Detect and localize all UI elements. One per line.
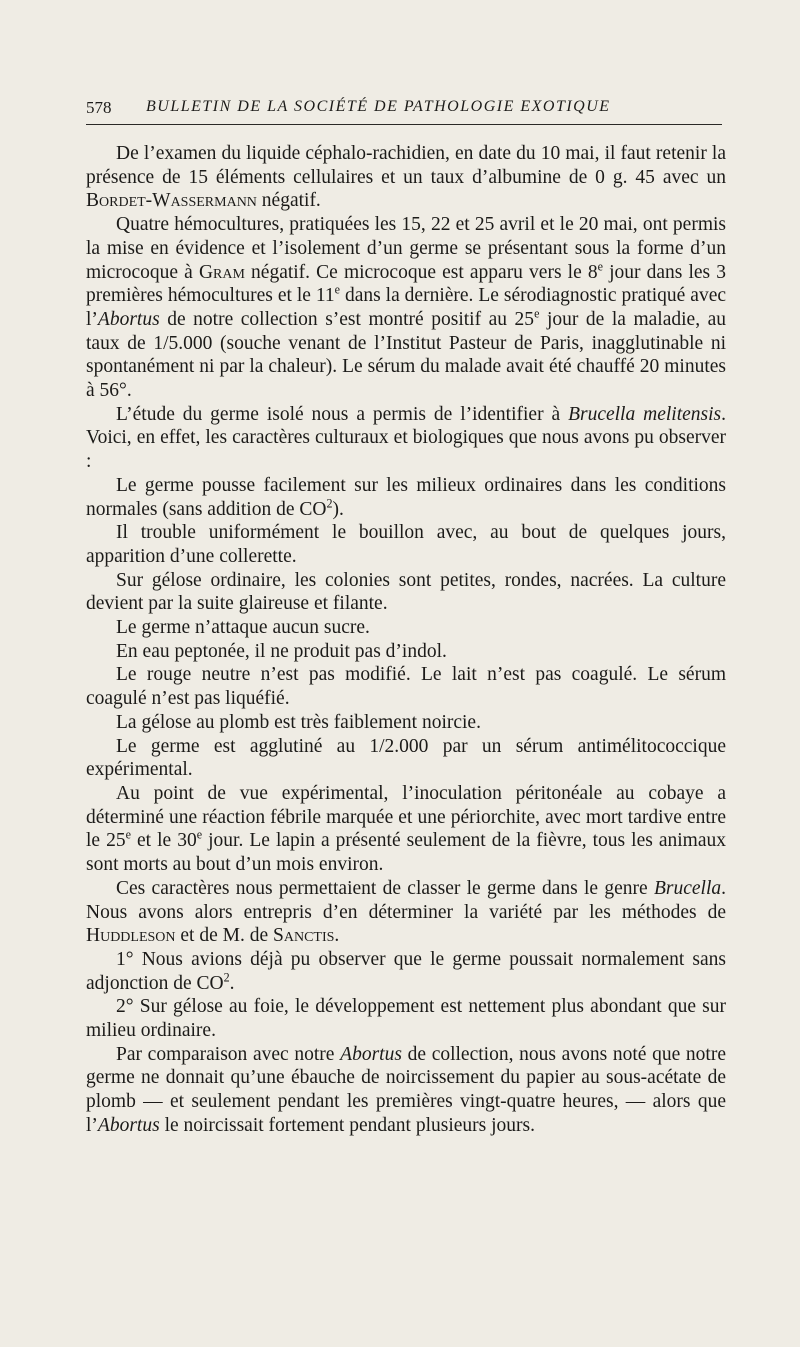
text-segment: e	[534, 306, 540, 321]
body-text	[86, 142, 726, 1138]
paragraph	[86, 1043, 726, 1138]
text-segment: .	[229, 972, 235, 994]
text-segment: Gram	[198, 261, 245, 283]
text-segment: e	[125, 827, 131, 842]
paragraph	[86, 474, 726, 521]
text-segment: .	[334, 925, 340, 947]
text-segment: Huddleson	[86, 925, 176, 947]
text-segment: Brucella	[653, 877, 722, 899]
text-segment: Le rouge neutre n’est pas modifié. Le lait n’est pas coagulé. Le sérum coagulé n’est pas liquéfié.	[86, 664, 726, 710]
paragraph	[86, 735, 726, 782]
paragraph	[86, 616, 726, 640]
text-segment: Par comparaison avec notre	[116, 1043, 341, 1065]
text-segment: Le germe n’attaque aucun sucre.	[116, 617, 370, 639]
paragraph	[86, 877, 726, 948]
text-segment: négatif. Ce microcoque est apparu vers le 8	[244, 261, 598, 283]
text-segment: . Nous avons alors entrepris d’en déterminer la variété par les méthodes de	[86, 877, 726, 923]
text-segment: Le germe pousse facilement sur les milieux ordinaires dans les conditions normales (sans addition de CO	[86, 474, 726, 520]
text-segment: Bordet-Wassermann	[86, 190, 257, 212]
paragraph	[86, 782, 726, 877]
text-segment: de collection, nous avons noté que notre germe ne donnait qu’une ébauche de noircissement du papier au sous-acétate de plomb — et seulement pendant les premières vingt-quatre heures, — alors que l’	[86, 1043, 726, 1136]
text-segment: Au point de vue expérimental, l’inoculation péritonéale au cobaye a déterminé une réaction fébrile marquée et une périorchite, avec mort tardive entre le 25	[86, 782, 726, 852]
paragraph	[86, 995, 726, 1042]
text-segment: . Voici, en effet, les caractères culturaux et biologiques que nous avons pu observer :	[86, 403, 726, 473]
page-header	[86, 94, 722, 125]
paragraph	[86, 711, 726, 735]
text-segment: jour dans les 3 premières hémocultures et le 11	[86, 261, 726, 307]
text-segment: Le germe est agglutiné au 1/2.000 par un sérum antimélitococcique expérimental.	[86, 735, 726, 781]
text-segment: Abortus	[97, 308, 160, 330]
text-segment: En eau peptonée, il ne produit pas d’indol.	[116, 640, 447, 662]
text-segment: Abortus	[97, 1114, 160, 1136]
paragraph	[86, 569, 726, 616]
running-title: BULLETIN DE LA SOCIÉTÉ DE PATHOLOGIE EXOTIQUE	[146, 98, 611, 115]
paragraph	[86, 142, 726, 213]
paragraph	[86, 640, 726, 664]
text-segment: La gélose au plomb est très faiblement noircie.	[116, 711, 481, 733]
text-segment: 2	[223, 970, 230, 985]
text-segment: Quatre hémocultures, pratiquées les 15, 22 et 25 avril et le 20 mai, ont permis la mise en évidence et l’isolement d’un germe se présentant sous la forme d’un microcoque à	[86, 214, 726, 283]
text-segment: e	[597, 259, 603, 274]
text-segment: 2	[326, 496, 333, 511]
text-segment: dans la dernière. Le sérodiagnostic pratiqué avec l’	[86, 285, 726, 330]
text-segment: De l’examen du liquide céphalo-rachidien, en date du 10 mai, il faut retenir la présence de 15 éléments cellulaires et un taux d’albumine de 0 g. 45 avec un	[86, 143, 726, 188]
text-segment: et le 30	[130, 830, 197, 852]
text-segment: Sur gélose ordinaire, les colonies sont petites, rondes, nacrées. La culture devient par la suite glaireuse et filante.	[86, 569, 726, 615]
text-segment: e	[334, 282, 341, 297]
paragraph	[86, 663, 726, 710]
text-segment: jour. Le lapin a présenté seulement de la fièvre, tous les animaux sont morts au bout d’un mois environ.	[86, 830, 726, 876]
text-segment: jour de la maladie, au taux de 1/5.000 (souche venant de l’Institut Pasteur de Paris, inagglutinable ni spontanément ni par la chaleur). Le sérum du malade avait été chauffé 20 minutes à 56°.	[86, 308, 727, 402]
text-segment: le noircissait fortement pendant plusieurs jours.	[159, 1114, 535, 1136]
paragraph	[86, 948, 726, 995]
text-segment: Sanctis	[273, 925, 335, 947]
text-segment: et de M. de	[175, 925, 274, 947]
text-segment: Ces caractères nous permettaient de classer le germe dans le genre	[116, 877, 654, 899]
text-segment: ).	[332, 498, 344, 520]
text-segment: négatif.	[256, 190, 321, 212]
text-segment: 2° Sur gélose au foie, le développement est nettement plus abondant que sur milieu ordinaire.	[86, 996, 726, 1042]
page-number: 578	[86, 98, 112, 117]
paragraph	[86, 213, 726, 403]
text-segment: L’étude du germe isolé nous a permis de l’identifier à	[116, 403, 569, 425]
text-segment: 1° Nous avions déjà pu observer que le germe poussait normalement sans adjonction de CO	[86, 948, 726, 994]
text-segment: e	[196, 827, 203, 842]
text-segment: Brucella melitensis	[568, 403, 722, 425]
paragraph	[86, 521, 726, 568]
text-segment: Il trouble uniformément le bouillon avec, au bout de quelques jours, apparition d’une collerette.	[86, 522, 726, 567]
paragraph	[86, 403, 726, 474]
text-segment: de notre collection s’est montré positif au 25	[159, 308, 535, 330]
text-segment: Abortus	[340, 1043, 402, 1065]
